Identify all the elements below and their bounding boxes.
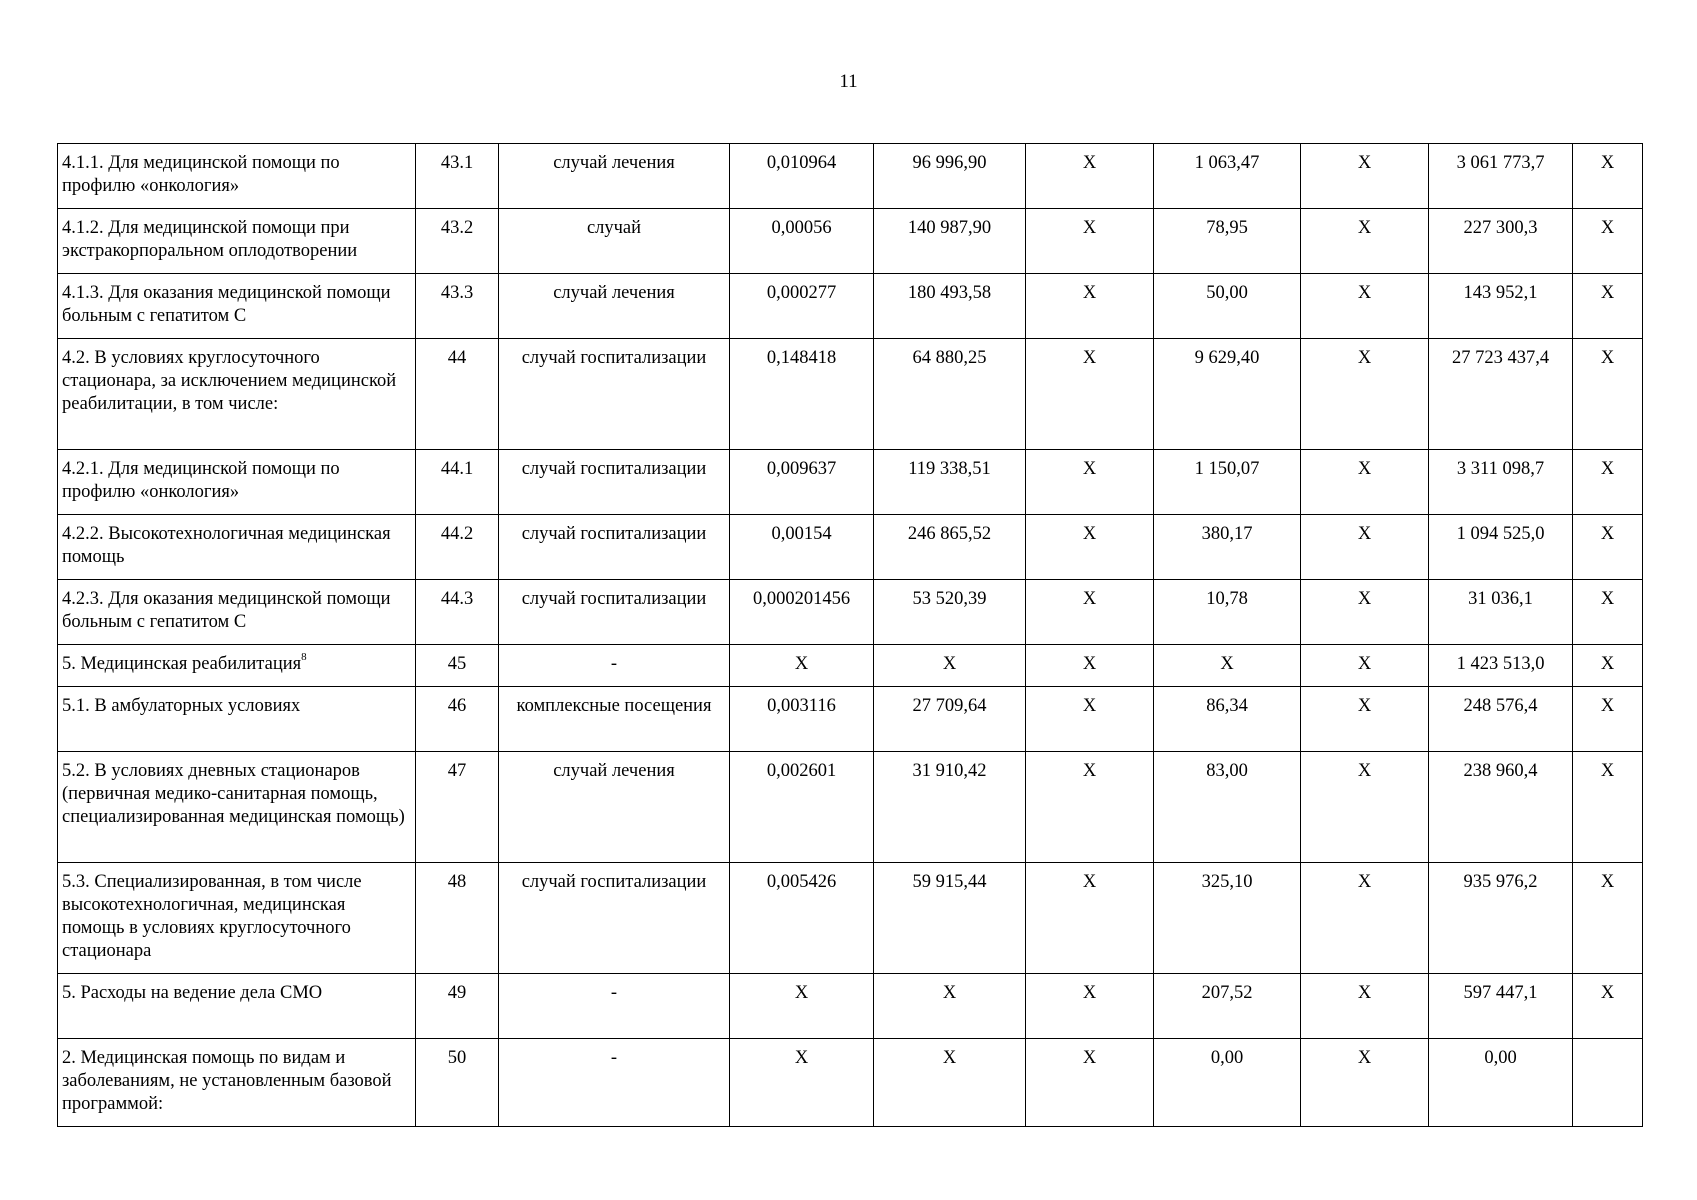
cell-c5: 96 996,90: [874, 144, 1026, 209]
cell-name: [58, 1039, 416, 1127]
table-row: [58, 274, 1643, 339]
cell-c6: Х: [1026, 863, 1154, 974]
cell-name: [58, 209, 416, 274]
cell-unit: случай госпитализации: [499, 339, 730, 450]
cell-c6: Х: [1026, 645, 1154, 687]
cell-c5: Х: [874, 645, 1026, 687]
cell-c6: Х: [1026, 515, 1154, 580]
cell-c7: 1 063,47: [1154, 144, 1301, 209]
cell-num: 43.2: [416, 209, 499, 274]
cell-c6: Х: [1026, 687, 1154, 752]
cell-num: 44.1: [416, 450, 499, 515]
cell-num: 50: [416, 1039, 499, 1127]
cell-c5: 59 915,44: [874, 863, 1026, 974]
cell-name-text: 4.2.1. Для медицинской помощи по профилю «онкология»: [62, 459, 340, 502]
cell-c6: Х: [1026, 274, 1154, 339]
cell-unit: -: [499, 645, 730, 687]
cell-unit: случай госпитализации: [499, 450, 730, 515]
cell-name-text: 4.2.3. Для оказания медицинской помощи больным с гепатитом С: [62, 589, 391, 632]
cell-c4: Х: [730, 974, 874, 1039]
cell-c6: Х: [1026, 339, 1154, 450]
cell-num: 44: [416, 339, 499, 450]
cell-c7: 50,00: [1154, 274, 1301, 339]
cell-c9: 248 576,4: [1429, 687, 1573, 752]
cell-c4: 0,005426: [730, 863, 874, 974]
cell-c10: Х: [1573, 645, 1643, 687]
cell-name: [58, 450, 416, 515]
cell-c7: 83,00: [1154, 752, 1301, 863]
cell-name: [58, 974, 416, 1039]
cell-c5: Х: [874, 974, 1026, 1039]
cell-c7: 0,00: [1154, 1039, 1301, 1127]
cell-c4: 0,010964: [730, 144, 874, 209]
cell-name: [58, 863, 416, 974]
table-row: [58, 144, 1643, 209]
cell-c8: Х: [1301, 863, 1429, 974]
cell-name: [58, 687, 416, 752]
cell-name: [58, 144, 416, 209]
cell-num: 48: [416, 863, 499, 974]
cell-c6: Х: [1026, 580, 1154, 645]
cell-c8: Х: [1301, 144, 1429, 209]
cell-name: [58, 515, 416, 580]
cell-unit: комплексные посещения: [499, 687, 730, 752]
cell-num: 45: [416, 645, 499, 687]
cell-c8: Х: [1301, 645, 1429, 687]
cell-c7: 9 629,40: [1154, 339, 1301, 450]
cell-c9: 3 311 098,7: [1429, 450, 1573, 515]
cell-c4: 0,00154: [730, 515, 874, 580]
table-row: [58, 450, 1643, 515]
cell-c5: 180 493,58: [874, 274, 1026, 339]
cell-c9: 27 723 437,4: [1429, 339, 1573, 450]
cell-c10: Х: [1573, 863, 1643, 974]
table-row: [58, 339, 1643, 450]
cell-c8: Х: [1301, 274, 1429, 339]
cell-c8: Х: [1301, 1039, 1429, 1127]
cell-c8: Х: [1301, 515, 1429, 580]
cell-c9: 238 960,4: [1429, 752, 1573, 863]
cell-c9: 1 094 525,0: [1429, 515, 1573, 580]
cell-c10: Х: [1573, 274, 1643, 339]
cell-c10: Х: [1573, 339, 1643, 450]
cell-num: 47: [416, 752, 499, 863]
cell-c10: Х: [1573, 687, 1643, 752]
data-table: [57, 143, 1643, 1127]
cell-c5: 64 880,25: [874, 339, 1026, 450]
cell-name: [58, 274, 416, 339]
table-row: [58, 687, 1643, 752]
cell-c4: Х: [730, 645, 874, 687]
cell-c5: 119 338,51: [874, 450, 1026, 515]
cell-c4: 0,009637: [730, 450, 874, 515]
cell-c10: [1573, 1039, 1643, 1127]
cell-c5: 53 520,39: [874, 580, 1026, 645]
cell-num: 46: [416, 687, 499, 752]
table-row: [58, 752, 1643, 863]
cell-num: 43.3: [416, 274, 499, 339]
cell-c8: Х: [1301, 580, 1429, 645]
cell-c10: Х: [1573, 144, 1643, 209]
cell-name-text: 4.2.2. Высокотехнологичная медицинская помощь: [62, 524, 391, 567]
cell-name: [58, 580, 416, 645]
table-row: [58, 209, 1643, 274]
cell-c6: Х: [1026, 144, 1154, 209]
cell-c6: Х: [1026, 974, 1154, 1039]
table-row: [58, 1039, 1643, 1127]
cell-c9: 0,00: [1429, 1039, 1573, 1127]
cell-unit: -: [499, 1039, 730, 1127]
cell-c6: Х: [1026, 209, 1154, 274]
cell-unit: случай лечения: [499, 144, 730, 209]
cell-c4: 0,003116: [730, 687, 874, 752]
cell-c8: Х: [1301, 450, 1429, 515]
cell-c9: 597 447,1: [1429, 974, 1573, 1039]
table-row: [58, 580, 1643, 645]
cell-c7: 78,95: [1154, 209, 1301, 274]
cell-name-text: 4.1.3. Для оказания медицинской помощи больным с гепатитом С: [62, 283, 391, 326]
cell-unit: -: [499, 974, 730, 1039]
cell-c7: 1 150,07: [1154, 450, 1301, 515]
cell-name-text: 4.1.1. Для медицинской помощи по профилю «онкология»: [62, 153, 340, 196]
cell-name-text: 4.1.2. Для медицинской помощи при экстракорпоральном оплодотворении: [62, 218, 358, 261]
cell-c9: 3 061 773,7: [1429, 144, 1573, 209]
cell-unit: случай лечения: [499, 752, 730, 863]
cell-c5: 31 910,42: [874, 752, 1026, 863]
cell-name-text: 5. Медицинская реабилитация: [62, 654, 302, 674]
cell-name: [58, 645, 416, 687]
cell-name-text: 4.2. В условиях круглосуточного стационара, за исключением медицинской реабилитации, в том числе:: [62, 348, 397, 414]
cell-c4: 0,148418: [730, 339, 874, 450]
table-row: [58, 645, 1643, 687]
cell-c10: Х: [1573, 752, 1643, 863]
cell-c6: Х: [1026, 1039, 1154, 1127]
cell-name-text: 5.1. В амбулаторных условиях: [62, 696, 301, 716]
cell-name-text: 5.2. В условиях дневных стационаров (первичная медико-санитарная помощь, специализированная медицинская помощь): [62, 761, 405, 827]
cell-c9: 935 976,2: [1429, 863, 1573, 974]
cell-c9: 143 952,1: [1429, 274, 1573, 339]
cell-c8: Х: [1301, 752, 1429, 863]
table-row: [58, 974, 1643, 1039]
cell-c5: Х: [874, 1039, 1026, 1127]
cell-name-text: 5. Расходы на ведение дела СМО: [62, 983, 323, 1003]
cell-num: 49: [416, 974, 499, 1039]
cell-c9: 227 300,3: [1429, 209, 1573, 274]
cell-c10: Х: [1573, 209, 1643, 274]
cell-c4: 0,002601: [730, 752, 874, 863]
cell-c8: Х: [1301, 339, 1429, 450]
cell-num: 44.3: [416, 580, 499, 645]
cell-c10: Х: [1573, 515, 1643, 580]
cell-unit: случай госпитализации: [499, 515, 730, 580]
cell-name-text: 5.3. Специализированная, в том числе высокотехнологичная, медицинская помощь в условиях круглосуточного стационара: [62, 872, 362, 961]
cell-c9: 1 423 513,0: [1429, 645, 1573, 687]
cell-c10: Х: [1573, 974, 1643, 1039]
table-body: [58, 144, 1643, 1127]
cell-unit: случай госпитализации: [499, 580, 730, 645]
cell-c10: Х: [1573, 580, 1643, 645]
cell-unit: случай госпитализации: [499, 863, 730, 974]
cell-num: 44.2: [416, 515, 499, 580]
cell-c10: Х: [1573, 450, 1643, 515]
cell-c4: 0,000201456: [730, 580, 874, 645]
cell-name-text: 2. Медицинская помощь по видам и заболеваниям, не установленным базовой программой:: [62, 1048, 392, 1114]
cell-c7: 86,34: [1154, 687, 1301, 752]
cell-c7: Х: [1154, 645, 1301, 687]
page-number: 11: [839, 71, 858, 92]
cell-c4: 0,00056: [730, 209, 874, 274]
cell-c8: Х: [1301, 209, 1429, 274]
cell-c9: 31 036,1: [1429, 580, 1573, 645]
cell-c6: Х: [1026, 450, 1154, 515]
cell-c5: 27 709,64: [874, 687, 1026, 752]
cell-unit: случай: [499, 209, 730, 274]
cell-c4: 0,000277: [730, 274, 874, 339]
cell-c7: 380,17: [1154, 515, 1301, 580]
cell-name: [58, 339, 416, 450]
table-row: [58, 863, 1643, 974]
cell-unit: случай лечения: [499, 274, 730, 339]
cell-c7: 10,78: [1154, 580, 1301, 645]
cell-c5: 140 987,90: [874, 209, 1026, 274]
cell-c6: Х: [1026, 752, 1154, 863]
cell-c8: Х: [1301, 687, 1429, 752]
cell-c7: 207,52: [1154, 974, 1301, 1039]
cell-c8: Х: [1301, 974, 1429, 1039]
cell-num: 43.1: [416, 144, 499, 209]
cell-c7: 325,10: [1154, 863, 1301, 974]
cell-name: [58, 752, 416, 863]
table-row: [58, 515, 1643, 580]
footnote-marker: 8: [301, 650, 307, 663]
cell-c4: Х: [730, 1039, 874, 1127]
cell-c5: 246 865,52: [874, 515, 1026, 580]
